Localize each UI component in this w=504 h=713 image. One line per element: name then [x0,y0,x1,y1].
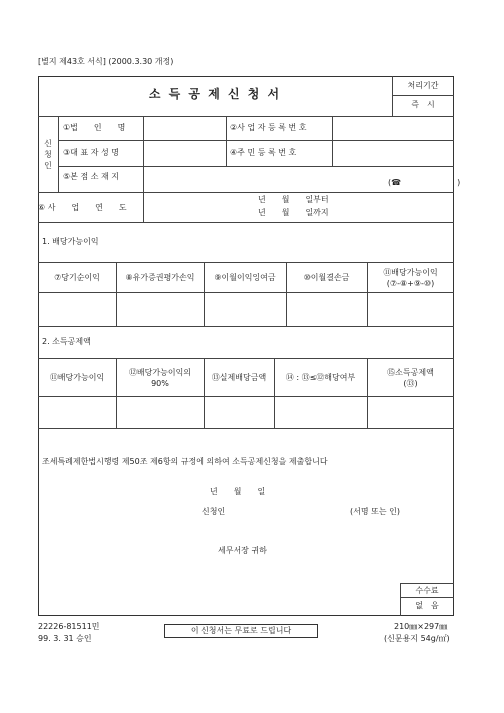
rep-name-field[interactable] [144,141,225,165]
s2-col-90-percent: ⑫배당가능이익의 90% [128,367,192,388]
s2-value-distributable-profit[interactable] [39,397,115,427]
biz-reg-no-label: ②사 업 자 등 록 번 호 [230,123,307,132]
processing-period-label: 처리기간 [407,81,439,90]
phone-label: (☎ ) [388,178,461,187]
addressee: 세무서장 귀하 [218,546,267,555]
paper-type: (신문용지 54g/㎡) [384,634,450,643]
s2-value-90-percent[interactable] [117,397,203,427]
statement-text: 조세특례제한법시행령 제50조 제6항의 규정에 의하여 소득공제신청을 제출합니다 [42,457,328,466]
applicant-side-label: 신 청 인 [44,138,52,170]
s2-value-actual-dividend[interactable] [205,397,273,427]
s1-col-net-income: ⑦당기순이익 [54,272,100,282]
paper-size: 210㎜×297㎜ [394,622,448,631]
s2-value-income-deduction[interactable] [368,397,453,427]
s2-value-applicability[interactable] [275,397,366,427]
s1-col-distributable-profit: ⑪배당가능이익 (⑦-⑧+⑨-⑩) [383,267,438,288]
biz-year-label: ⑥ 사 업 연 도 [38,203,127,212]
fee-label: 수수료 [415,586,439,595]
s2-col-actual-dividend: ⑬실제배당금액 [211,372,267,382]
s1-value-distributable-profit[interactable] [368,293,453,325]
s2-col-distributable-profit: ⑪배당가능이익 [49,372,105,382]
s2-col-applicability: ⑭ : ⑬≤⑫해당여부 [285,372,356,382]
s1-value-carried-deficit[interactable] [287,293,366,325]
free-notice: 이 신청서는 무료로 드립니다 [164,624,318,638]
approval-date: 99. 3. 31 승인 [38,634,92,643]
processing-period-value: 즉 시 [411,100,435,109]
s1-value-net-income[interactable] [39,293,115,325]
s1-value-retained-earnings[interactable] [205,293,285,325]
applicant-label: 신청인 [202,507,226,516]
s1-col-securities-gain-loss: ⑧유가증권평가손익 [125,272,195,282]
s2-col-income-deduction: ⑮소득공제액 (⑬) [387,367,434,388]
corp-name-field[interactable] [144,117,225,139]
section2-title: 2. 소득공제액 [42,337,91,346]
sign-label: (서명 또는 인) [350,507,400,516]
resident-no-label: ④주 민 등 록 번 호 [230,148,297,157]
hq-address-label: ⑤본 점 소 재 지 [63,172,119,181]
rep-name-label: ③대 표 자 성 명 [63,148,119,157]
form-number: [별지 제43호 서식] (2000.3.30 개정) [38,57,174,66]
section1-title: 1. 배당가능이익 [42,237,99,246]
biz-year-from[interactable]: 년 월 일부터 [258,195,329,204]
corp-name-label: ①법 인 명 [63,123,126,132]
statement-date[interactable]: 년 월 일 [210,487,266,496]
resident-no-field[interactable] [333,141,453,165]
biz-year-to[interactable]: 년 월 일까지 [258,208,329,217]
form-code: 22226-81511민 [38,622,100,631]
s1-col-retained-earnings: ⑨이월이익잉여금 [214,272,276,282]
form-title: 소 득 공 제 신 청 서 [148,87,282,101]
s1-col-carried-deficit: ⑩이월결손금 [303,272,350,282]
s1-value-securities-gain-loss[interactable] [117,293,203,325]
fee-value: 없 음 [415,601,439,610]
biz-reg-no-field[interactable] [333,117,453,139]
